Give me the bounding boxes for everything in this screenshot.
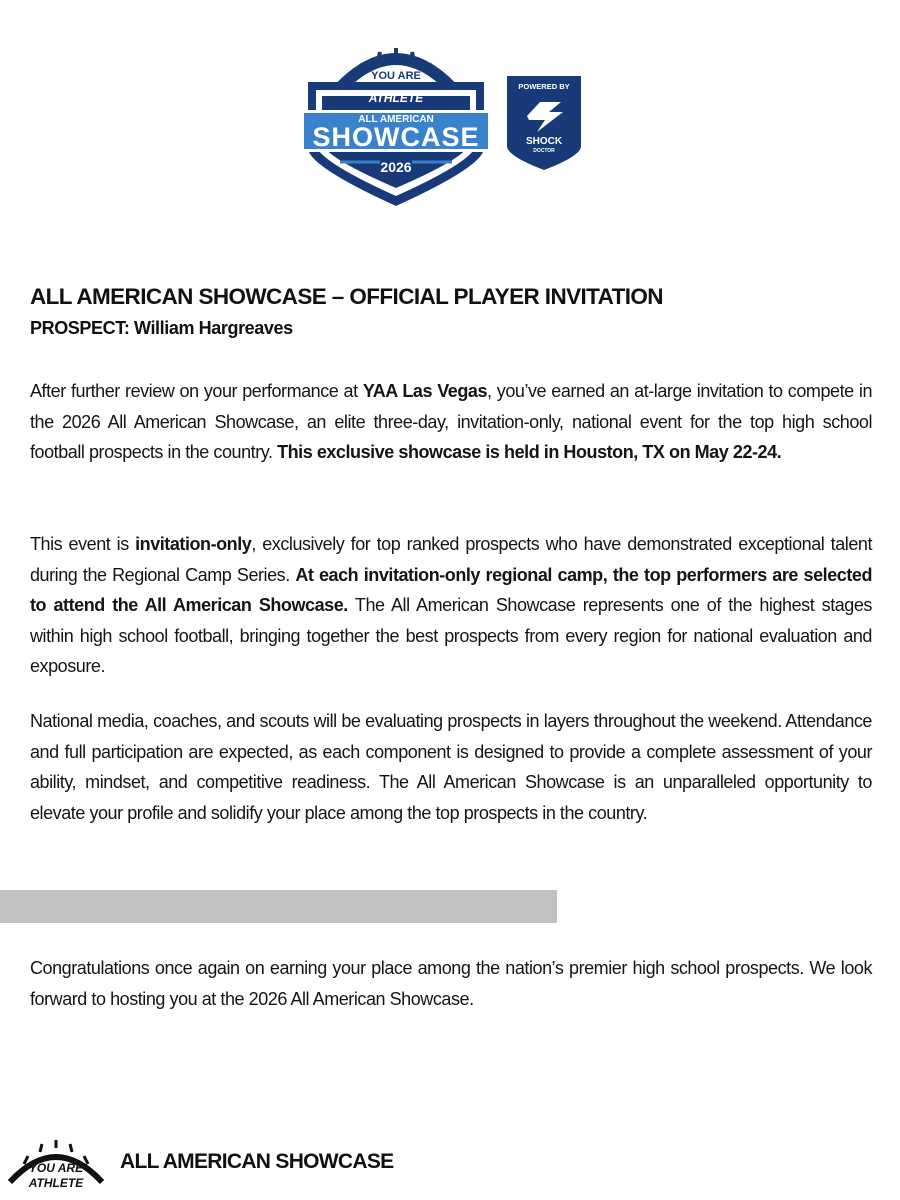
p2-invitation-only: invitation-only — [135, 534, 252, 554]
footer-logo-text-1: YOU ARE — [28, 1161, 84, 1175]
logo-top-text-2: ATHLETE — [368, 91, 424, 105]
paragraph-congratulations: Congratulations once again on earning your place among the nation’s premier high school prospects. We look forward to hosting you at the 2026 All American Showcase. — [30, 958, 872, 1009]
doctor-text: DOCTOR — [533, 148, 555, 154]
you-are-athlete-logo — [4, 1138, 108, 1194]
paragraph-evaluation: National media, coaches, and scouts will be evaluating prospects in layers throughout the weekend. Attendance and full participation are expected, as each component is designed to provide a complete assessment of your ability, mindset, and competitive readiness. The All American Showcase is an unparalleled opportunity to elevate your profile and solidify your place among the top prospects in the country. — [30, 711, 872, 823]
paragraph-event — [30, 529, 872, 682]
shock-text: SHOCK — [525, 136, 563, 147]
shock-doctor-logo — [507, 76, 581, 170]
p2-text-a: This event is — [30, 534, 136, 554]
prospect-name: PROSPECT: William Hargreaves — [30, 318, 293, 338]
p2-text-e: The All American Showcase represents one of the highest stages within high school football, bringing together the best prospects from every region for national evaluation and exposure. — [30, 595, 872, 676]
p2-selection-note: At each invitation-only regional camp, the top performers are selected to attend the All American Showcase. — [30, 564, 872, 615]
footer-label: ALL AMERICAN SHOWCASE — [120, 1150, 394, 1173]
paragraph-invitation — [30, 376, 872, 468]
p1-text-c: , you’ve earned an at-large invitation to compete in the 2026 All American Showcase, an elite three-day, invitation-only, national event for the top high school football prospects in the country. — [30, 381, 872, 462]
all-american-showcase-logo — [300, 38, 492, 208]
invitation-title: ALL AMERICAN SHOWCASE – OFFICIAL PLAYER INVITATION — [30, 284, 663, 309]
logo-subtitle: ALL AMERICAN — [358, 114, 434, 125]
logo-year: 2026 — [380, 159, 412, 175]
logo-main: SHOWCASE — [312, 122, 480, 152]
header-logos — [0, 0, 900, 240]
p2-text-c: , exclusively for top ranked prospects who have demonstrated exceptional talent during the Regional Camp Series. — [30, 534, 872, 585]
logo-top-text-1: YOU ARE — [371, 70, 421, 82]
p1-text-a: After further review on your performance at — [30, 381, 363, 401]
redaction-bar — [0, 890, 557, 923]
p1-event-details: This exclusive showcase is held in Houston, TX on May 22-24. — [277, 442, 782, 462]
footer-logo-text-2: ATHLETE — [28, 1176, 84, 1190]
p1-event-location: YAA Las Vegas — [362, 381, 488, 401]
powered-by-text: POWERED BY — [518, 82, 570, 91]
